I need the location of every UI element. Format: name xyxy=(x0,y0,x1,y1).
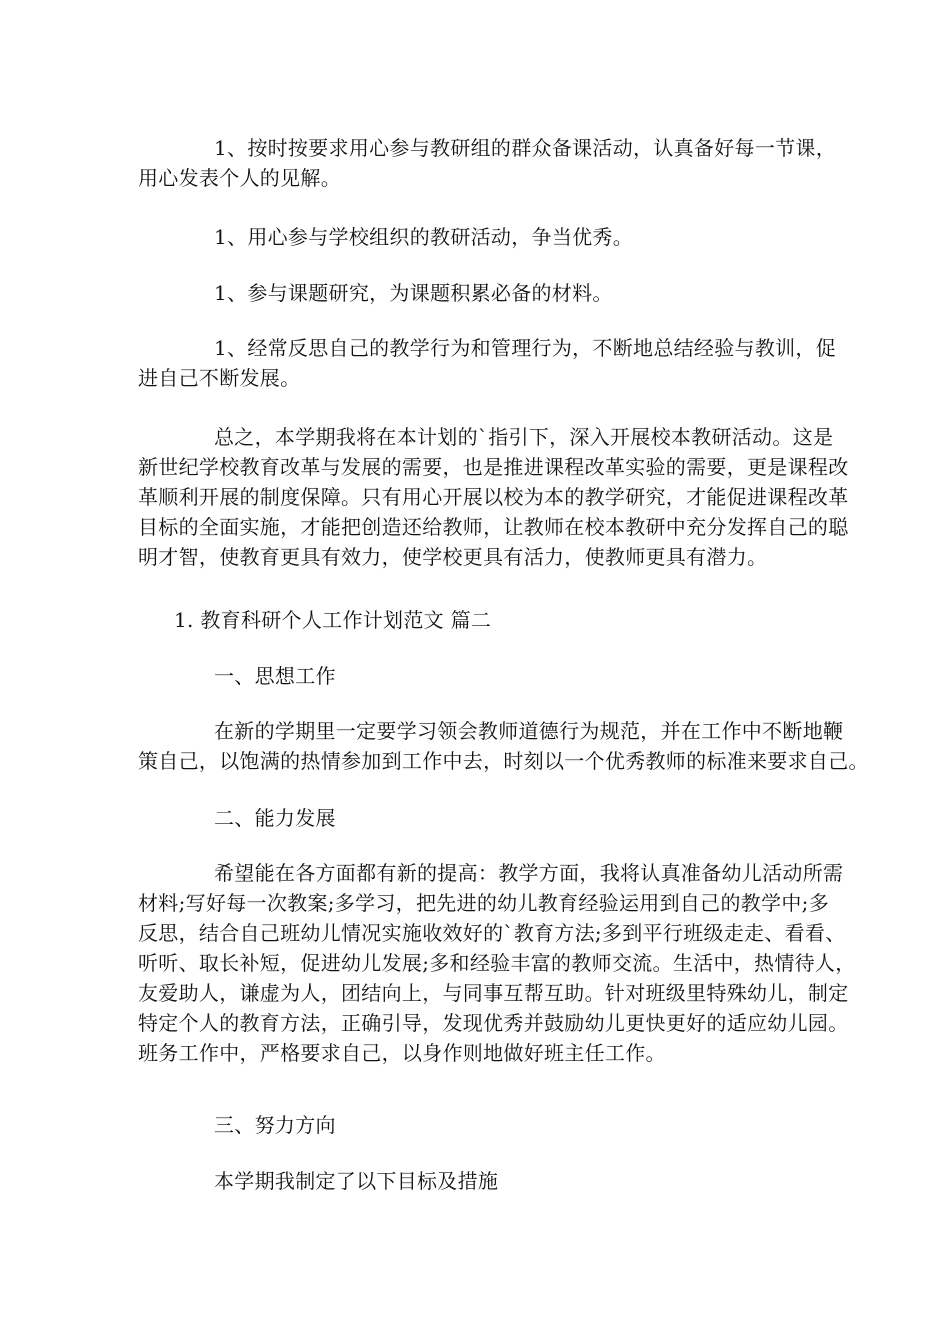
paragraph-line: 新世纪学校教育改革与发展的需要，也是推进课程改革实验的需要，更是课程改 xyxy=(138,455,849,479)
paragraph-line: 明才智，使教育更具有效力，使学校更具有活力，使教师更具有潜力。 xyxy=(138,545,768,569)
paragraph-line: 进自己不断发展。 xyxy=(138,366,301,390)
paragraph-line: 希望能在各方面都有新的提高：教学方面，我将认真准备幼儿活动所需 xyxy=(214,861,844,885)
heading-line: 二、能力发展 xyxy=(214,806,336,830)
paragraph-line: 友爱助人，谦虚为人，团结向上，与同事互帮互助。针对班级里特殊幼儿，制定 xyxy=(138,981,849,1005)
paragraph-line: 策自己，以饱满的热情参加到工作中去，时刻以一个优秀教师的标准来要求自己。 xyxy=(138,749,869,773)
paragraph-line: 1、用心参与学校组织的教研活动，争当优秀。 xyxy=(214,225,634,249)
paragraph-line: 班务工作中，严格要求自己，以身作则地做好班主任工作。 xyxy=(138,1041,666,1065)
heading-line: 一、思想工作 xyxy=(214,664,336,688)
section-title xyxy=(138,605,810,635)
heading-effort-direction xyxy=(138,1110,810,1140)
heading-ability-development xyxy=(138,803,810,833)
paragraph-line: 材料;写好每一次教案;多学习，把先进的幼儿教育经验运用到自己的教学中;多 xyxy=(138,891,830,915)
paragraph-thought-work xyxy=(138,716,869,776)
heading-line: 三、努力方向 xyxy=(214,1113,336,1137)
paragraph-item-4 xyxy=(138,333,837,393)
paragraph-line: 特定个人的教育方法，正确引导，发现优秀并鼓励幼儿更快更好的适应幼儿园。 xyxy=(138,1011,849,1035)
heading-thought-work xyxy=(138,661,810,691)
paragraph-line: 目标的全面实施，才能把创造还给教师，让教师在校本教研中充分发挥自己的聪 xyxy=(138,515,849,539)
paragraph-line: 听听、取长补短，促进幼儿发展;多和经验丰富的教师交流。生活中，热情待人， xyxy=(138,951,856,975)
paragraph-line: 总之，本学期我将在本计划的`指引下，深入开展校本教研活动。这是 xyxy=(214,425,834,449)
paragraph-ability-development xyxy=(138,858,856,1068)
paragraph-item-1 xyxy=(138,133,837,193)
paragraph-line: 革顺利开展的制度保障。只有用心开展以校为本的教学研究，才能促进课程改革 xyxy=(138,485,849,509)
paragraph-line: 1、参与课题研究，为课题积累必备的材料。 xyxy=(214,281,613,305)
paragraph-goals xyxy=(138,1166,810,1196)
paragraph-summary xyxy=(138,422,849,572)
paragraph-line: 1、按时按要求用心参与教研组的群众备课活动，认真备好每一节课， xyxy=(214,136,837,160)
paragraph-line: 1、经常反思自己的教学行为和管理行为，不断地总结经验与教训，促 xyxy=(214,336,837,360)
paragraph-line: 本学期我制定了以下目标及措施 xyxy=(214,1169,499,1193)
paragraph-item-3 xyxy=(138,278,810,308)
paragraph-line: 用心发表个人的见解。 xyxy=(138,166,341,190)
paragraph-item-2 xyxy=(138,222,810,252)
paragraph-line: 在新的学期里一定要学习领会教师道德行为规范，并在工作中不断地鞭 xyxy=(214,719,844,743)
section-title-line: 1. 教育科研个人工作计划范文 篇二 xyxy=(174,608,492,632)
paragraph-line: 反思，结合自己班幼儿情况实施收效好的`教育方法;多到平行班级走走、看看、 xyxy=(138,921,846,945)
